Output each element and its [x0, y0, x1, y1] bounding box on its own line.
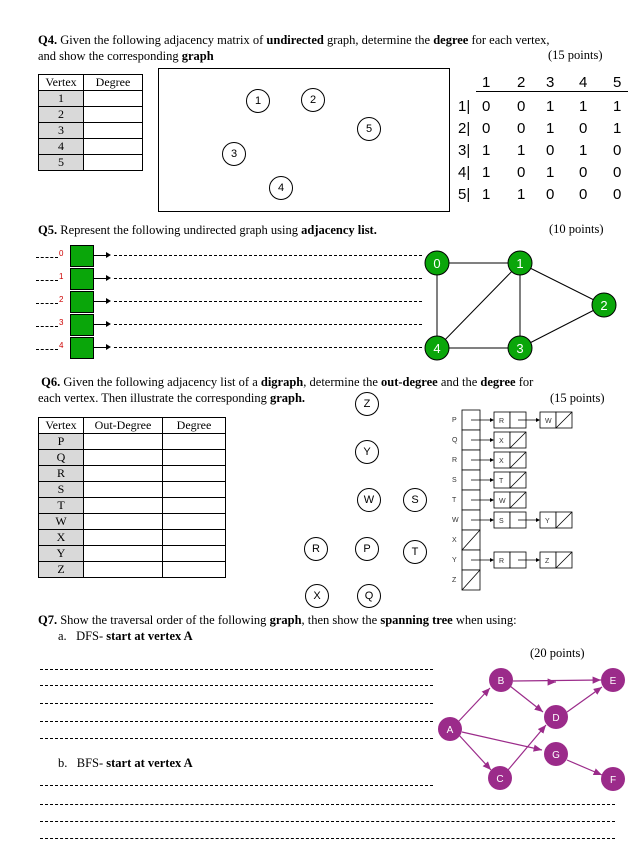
- q6-text-5: each vertex. Then illustrate the corresponding: [38, 391, 267, 405]
- q7-a-bold: start at vertex A: [106, 629, 193, 643]
- matrix-row-label: 2|: [458, 120, 471, 137]
- q5-answer-line[interactable]: [114, 324, 422, 325]
- q5-label: Q5.: [38, 223, 58, 237]
- q6-node-cell-label: Z: [545, 558, 550, 565]
- matrix-cell: 1: [546, 120, 555, 137]
- q4-vertex-cell: 5: [39, 155, 84, 171]
- q6-bold-1: digraph: [260, 375, 304, 389]
- q6-degree-input[interactable]: [163, 434, 226, 450]
- q5-list-head: [70, 314, 94, 336]
- q6-list-head-label: Q: [452, 437, 458, 444]
- q7-bold-1: graph: [269, 613, 302, 627]
- q7-node-label-a: A: [446, 725, 454, 736]
- matrix-cell: 1: [517, 142, 526, 159]
- q6-node-t: T: [403, 540, 427, 564]
- q4-vertex-cell: 4: [39, 139, 84, 155]
- matrix-cell: 0: [613, 186, 622, 203]
- matrix-col-header: 5: [613, 74, 622, 91]
- arrow-icon: [106, 344, 111, 350]
- q6-node-p: P: [355, 537, 379, 561]
- q5-graph: [420, 244, 630, 364]
- q4-prompt: [38, 32, 618, 64]
- matrix-row-label: 5|: [458, 186, 471, 203]
- arrow-icon: [106, 298, 111, 304]
- q4-text-1: Given the following adjacency matrix of: [60, 33, 264, 47]
- q4-bold-3: graph: [181, 49, 214, 63]
- q4-vertex-cell: 1: [39, 91, 84, 107]
- arrow-icon: [106, 321, 111, 327]
- q7-a-answer-line[interactable]: [40, 703, 433, 704]
- q6-degree-input[interactable]: [163, 546, 226, 562]
- matrix-col-header: 1: [482, 74, 491, 91]
- q6-text-2: , determine the: [303, 375, 378, 389]
- q4-node-4: 4: [269, 176, 293, 200]
- q6-node-cell-label: X: [499, 458, 504, 465]
- q6-out-degree-input[interactable]: [84, 466, 163, 482]
- q6-vertex-cell: T: [39, 498, 84, 514]
- q4-graph-box[interactable]: [158, 68, 450, 212]
- q6-node-cell-label: T: [499, 478, 504, 485]
- q7-edge-a-c: [458, 734, 491, 770]
- q4-degree-table: [38, 74, 143, 171]
- q6-degree-input[interactable]: [163, 482, 226, 498]
- q7-label: Q7.: [38, 613, 58, 627]
- q6-node-cell-label: S: [499, 518, 504, 525]
- q7-a-answer-line[interactable]: [40, 685, 433, 686]
- q4-node-1: 1: [246, 89, 270, 113]
- q5-list-index: 0: [59, 249, 64, 258]
- matrix-cell: 1: [613, 98, 622, 115]
- q4-degree-input[interactable]: [84, 123, 143, 139]
- q6-node-s: S: [403, 488, 427, 512]
- matrix-cell: 1: [613, 120, 622, 137]
- q5-node-label-2: 2: [600, 298, 608, 313]
- matrix-cell: 0: [546, 186, 555, 203]
- q7-b-answer-line[interactable]: [40, 838, 615, 839]
- q6-node-r: R: [304, 537, 328, 561]
- q6-degree-input[interactable]: [163, 562, 226, 578]
- q6-node-w: W: [357, 488, 381, 512]
- q6-out-degree-input[interactable]: [84, 434, 163, 450]
- q7-b-bold: start at vertex A: [106, 756, 193, 770]
- q5-edge-3-2: [520, 305, 604, 348]
- q7-a-answer-line[interactable]: [40, 669, 433, 670]
- arrow-icon: [536, 418, 540, 422]
- q6-node-cell-label: W: [499, 498, 506, 505]
- q6-node-y: Y: [355, 440, 379, 464]
- arrow-icon: [490, 438, 494, 442]
- q7-node-label-c: C: [496, 774, 504, 785]
- q7-a-label: a.: [58, 629, 67, 643]
- q4-vertex-cell: 2: [39, 107, 84, 123]
- q5-list-index: 2: [59, 295, 64, 304]
- q5-answer-line[interactable]: [114, 301, 422, 302]
- q5-node-label-1: 1: [516, 256, 524, 271]
- matrix-cell: 1: [546, 164, 555, 181]
- q6-out-degree-input[interactable]: [84, 514, 163, 530]
- q4-degree-input[interactable]: [84, 91, 143, 107]
- q6-list-head-label: R: [452, 457, 458, 464]
- matrix-col-header: 3: [546, 74, 555, 91]
- q7-edge-a-b: [458, 688, 490, 722]
- q5-list-head: [70, 268, 94, 290]
- q6-node-cell-label: W: [545, 418, 552, 425]
- q7-node-label-f: F: [609, 775, 617, 786]
- matrix-cell: 1: [579, 142, 588, 159]
- arrow-icon: [490, 458, 494, 462]
- q7-edge-c-d: [508, 725, 546, 770]
- q6-node-cell-label: R: [499, 558, 505, 565]
- q7-b-answer-line[interactable]: [40, 804, 615, 805]
- q5-list-index: 4: [59, 341, 64, 350]
- q5-text-1: Represent the following undirected graph using: [60, 223, 299, 237]
- q6-vertex-cell: P: [39, 434, 84, 450]
- q7-edge-g-f: [567, 760, 602, 775]
- arrow-icon: [106, 275, 111, 281]
- q6-list-head-label: P: [452, 417, 457, 424]
- q6-node-cell-label: Y: [545, 518, 550, 525]
- q6-list-head-label: T: [452, 497, 457, 504]
- q6-bold-4: graph.: [269, 391, 306, 405]
- q5-edge-1-2: [520, 263, 604, 305]
- q6-adjacency-list: [446, 406, 596, 592]
- q6-text-4: for: [518, 375, 534, 389]
- q5-list-head: [70, 245, 94, 267]
- q5-list-row: [36, 267, 436, 289]
- q5-list-index: 1: [59, 272, 64, 281]
- q7-points: (20 points): [530, 646, 585, 660]
- matrix-row-label: 4|: [458, 164, 471, 181]
- q4-adjacency-matrix: [458, 74, 633, 204]
- matrix-cell: 0: [613, 142, 622, 159]
- matrix-cell: 0: [482, 120, 491, 137]
- q4-header-vertex: Vertex: [39, 75, 84, 91]
- q6-text-1: Given the following adjacency list of a: [63, 375, 258, 389]
- q4-text-2: graph, determine the: [326, 33, 431, 47]
- q6-header-vertex: Vertex: [39, 418, 84, 434]
- q4-header-degree: Degree: [84, 75, 143, 91]
- q7-text-2: , then show the: [301, 613, 378, 627]
- q4-degree-input[interactable]: [84, 155, 143, 171]
- q5-adjacency-list: [36, 244, 436, 364]
- q7-edge-a-g: [462, 732, 542, 750]
- arrow-icon: [490, 478, 494, 482]
- q6-out-degree-input[interactable]: [84, 450, 163, 466]
- arrow-icon: [536, 518, 540, 522]
- matrix-cell: 0: [613, 164, 622, 181]
- q5-list-head: [70, 337, 94, 359]
- q6-list-head-label: S: [452, 477, 457, 484]
- q6-vertex-cell: Y: [39, 546, 84, 562]
- q6-points: (15 points): [550, 391, 605, 405]
- q4-text-4: and show the corresponding: [38, 49, 179, 63]
- q5-list-head: [70, 291, 94, 313]
- q5-answer-line[interactable]: [114, 347, 422, 348]
- q7-part-a: [58, 628, 193, 644]
- q6-label: Q6.: [41, 375, 61, 389]
- matrix-cell: 0: [517, 120, 526, 137]
- q5-list-row: [36, 336, 436, 358]
- q5-answer-line[interactable]: [114, 278, 422, 279]
- q6-out-degree-input[interactable]: [84, 562, 163, 578]
- q7-a-answer-line[interactable]: [40, 738, 433, 739]
- q6-bold-3: degree: [480, 375, 516, 389]
- q6-degree-input[interactable]: [163, 466, 226, 482]
- q6-out-degree-input[interactable]: [84, 530, 163, 546]
- q6-list-head-label: W: [452, 517, 459, 524]
- q7-bold-2: spanning tree: [380, 613, 453, 627]
- q6-bold-2: out-degree: [381, 375, 438, 389]
- q6-vertex-cell: Z: [39, 562, 84, 578]
- q7-node-label-b: B: [497, 676, 505, 687]
- q7-b-answer-line[interactable]: [40, 785, 433, 786]
- matrix-cell: 1: [546, 98, 555, 115]
- q6-out-degree-input[interactable]: [84, 482, 163, 498]
- q7-node-label-g: G: [552, 750, 560, 761]
- matrix-cell: 0: [517, 164, 526, 181]
- matrix-cell: 0: [482, 98, 491, 115]
- q7-b-label: b.: [58, 756, 68, 770]
- matrix-cell: 0: [579, 164, 588, 181]
- q6-node-z: Z: [355, 392, 379, 416]
- q6-degree-table: [38, 417, 226, 578]
- q5-answer-line[interactable]: [114, 255, 422, 256]
- q4-node-3: 3: [222, 142, 246, 166]
- q7-part-b: [58, 755, 193, 771]
- matrix-cell: 0: [579, 120, 588, 137]
- q7-node-label-e: E: [609, 676, 617, 687]
- q6-node-x: X: [305, 584, 329, 608]
- q6-node-cell-label: X: [499, 438, 504, 445]
- arrow-icon: [490, 518, 494, 522]
- q4-node-5: 5: [357, 117, 381, 141]
- q6-header-degree: Degree: [163, 418, 226, 434]
- q7-text-1: Show the traversal order of the following: [60, 613, 267, 627]
- q7-digraph: [436, 662, 632, 797]
- q6-out-degree-input[interactable]: [84, 546, 163, 562]
- matrix-cell: 0: [579, 186, 588, 203]
- q6-node-cell-label: R: [499, 418, 505, 425]
- q7-edge-b-d: [510, 686, 543, 712]
- q6-vertex-cell: X: [39, 530, 84, 546]
- q6-header-out-degree: Out-Degree: [84, 418, 163, 434]
- q4-text-3: for each vertex,: [471, 33, 550, 47]
- q4-degree-input[interactable]: [84, 139, 143, 155]
- arrow-icon: [490, 498, 494, 502]
- q5-list-row: [36, 290, 436, 312]
- q7-edge-b-e: [513, 680, 601, 681]
- q7-b-text: BFS-: [76, 756, 104, 770]
- q6-text-3: and the: [440, 375, 478, 389]
- matrix-col-header: 2: [517, 74, 526, 91]
- matrix-cell: 1: [579, 98, 588, 115]
- q6-node-q: Q: [357, 584, 381, 608]
- q7-text-3: when using:: [455, 613, 517, 627]
- q4-vertex-cell: 3: [39, 123, 84, 139]
- q7-a-answer-line[interactable]: [40, 721, 433, 722]
- q6-vertex-cell: W: [39, 514, 84, 530]
- q6-vertex-cell: S: [39, 482, 84, 498]
- q5-list-row: [36, 313, 436, 335]
- q6-list-head-label: Z: [452, 577, 457, 584]
- matrix-row-label: 1|: [458, 98, 471, 115]
- q6-degree-input[interactable]: [163, 450, 226, 466]
- q5-node-label-0: 0: [433, 256, 441, 271]
- q5-node-label-4: 4: [433, 341, 441, 356]
- q4-label: Q4.: [38, 33, 58, 47]
- matrix-cell: 1: [517, 186, 526, 203]
- arrow-icon: [536, 558, 540, 562]
- q6-out-degree-input[interactable]: [84, 498, 163, 514]
- arrow-icon: [490, 418, 494, 422]
- q4-node-2: 2: [301, 88, 325, 112]
- q5-list-index: 3: [59, 318, 64, 327]
- q5-bold-1: adjacency list.: [301, 223, 377, 237]
- matrix-cell: 1: [482, 142, 491, 159]
- q7-a-text: DFS-: [76, 629, 104, 643]
- q5-list-row: [36, 244, 436, 266]
- matrix-cell: 1: [482, 164, 491, 181]
- q7-edge-d-e: [567, 687, 602, 712]
- q4-degree-input[interactable]: [84, 107, 143, 123]
- q5-node-label-3: 3: [516, 341, 524, 356]
- matrix-cell: 0: [517, 98, 526, 115]
- q6-degree-input[interactable]: [163, 498, 226, 514]
- q5-edge-1-4: [437, 263, 520, 348]
- arrow-icon: [106, 252, 111, 258]
- q6-prompt: [38, 374, 598, 406]
- q4-bold-2: degree: [433, 33, 469, 47]
- matrix-cell: 1: [482, 186, 491, 203]
- matrix-row-label: 3|: [458, 142, 471, 159]
- matrix-cell: 0: [546, 142, 555, 159]
- matrix-col-header: 4: [579, 74, 588, 91]
- q6-list-head-label: Y: [452, 557, 457, 564]
- q5-prompt: [38, 222, 377, 238]
- q7-b-answer-line[interactable]: [40, 821, 615, 822]
- q6-degree-input[interactable]: [163, 514, 226, 530]
- q4-bold-1: undirected: [266, 33, 324, 47]
- q6-list-head-label: X: [452, 537, 457, 544]
- q6-degree-input[interactable]: [163, 530, 226, 546]
- q7-node-label-d: D: [552, 713, 560, 724]
- q6-vertex-cell: R: [39, 466, 84, 482]
- q6-vertex-cell: Q: [39, 450, 84, 466]
- q5-points: (10 points): [549, 222, 604, 236]
- q4-points: (15 points): [548, 48, 603, 62]
- q7-prompt: [38, 612, 517, 628]
- arrow-icon: [490, 558, 494, 562]
